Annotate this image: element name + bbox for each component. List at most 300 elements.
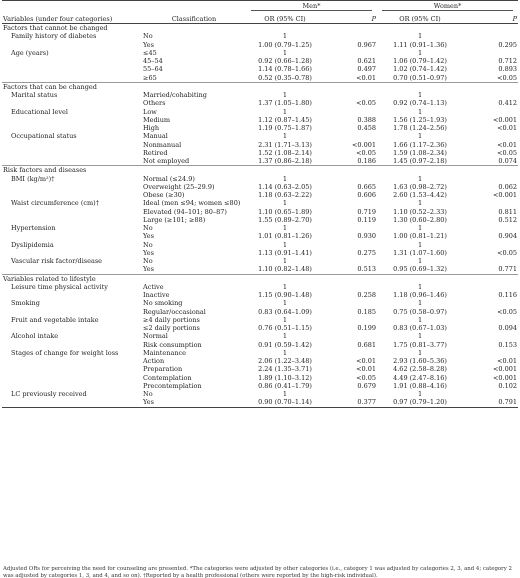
table-row: [2, 124, 518, 132]
table-row: [2, 132, 518, 140]
women-p-cell: [463, 32, 518, 40]
variable-cell: Alcohol intake: [11, 332, 59, 341]
men-or-cell: 1.89 (1.10–3.12): [258, 373, 312, 382]
variable-cell: [2, 149, 142, 157]
classification-cell: Yes: [143, 232, 154, 241]
men-p-cell: 0.186: [357, 157, 377, 165]
women-or-cell: 1.75 (0.81–3.77): [393, 340, 447, 349]
men-or-cell: 1.10 (0.65–1.89): [258, 207, 312, 216]
men-p-cell: [324, 283, 377, 291]
header-women-p: P: [463, 11, 518, 24]
classification-cell: ≤2 daily portions: [143, 324, 200, 332]
men-p-cell: [324, 108, 377, 116]
women-p-cell: 0.295: [498, 40, 518, 49]
variable-cell: Dyslipidemia: [11, 240, 54, 249]
classification-cell: Yes: [143, 265, 154, 274]
women-or-cell: 1: [417, 107, 423, 116]
variable-cell: [2, 398, 142, 407]
women-or-cell: 0.95 (0.69–1.32): [393, 265, 447, 274]
men-or-cell: 1.10 (0.82–1.48): [258, 265, 312, 274]
men-p-cell: [324, 49, 377, 57]
table-row: [2, 216, 518, 224]
women-or-cell: 1.06 (0.79–1.42): [393, 57, 447, 65]
women-p-cell: 0.712: [498, 57, 518, 65]
table-row: [2, 224, 518, 232]
classification-cell: Low: [143, 107, 157, 116]
men-p-cell: 0.199: [357, 324, 377, 332]
classification-cell: Precontemplation: [143, 381, 202, 390]
men-or-cell: 1.14 (0.63–2.05): [258, 182, 312, 191]
women-or-cell: 1.02 (0.74–1.42): [393, 65, 447, 74]
women-or-cell: 1: [417, 257, 423, 265]
men-p-cell: 0.665: [357, 182, 377, 191]
men-or-cell: 2.31 (1.71–3.13): [258, 140, 312, 149]
men-or-cell: 1.14 (0.78–1.66): [258, 65, 312, 74]
men-p-cell: <0.01: [356, 357, 377, 365]
women-or-cell: 1: [417, 348, 423, 357]
classification-cell: Action: [143, 357, 165, 365]
men-or-cell: 1.52 (1.08–2.14): [258, 148, 312, 157]
women-p-cell: 0.893: [498, 65, 518, 74]
variable-cell: [2, 374, 142, 382]
variable-cell: [2, 141, 142, 149]
women-p-cell: 0.904: [498, 232, 518, 241]
section-label: Factors that can be changed: [2, 82, 518, 91]
men-or-cell: 1.15 (0.90–1.48): [258, 291, 312, 299]
women-p-cell: <0.001: [492, 373, 518, 382]
women-p-cell: 0.094: [498, 324, 518, 332]
men-p-cell: [324, 241, 377, 249]
table-row: [2, 49, 518, 57]
men-p-cell: <0.01: [356, 365, 377, 374]
men-or-cell: 0.86 (0.41–1.79): [258, 381, 312, 390]
classification-cell: Inactive: [143, 291, 170, 299]
table-row: [2, 265, 518, 274]
men-p-cell: [324, 349, 377, 357]
women-p-cell: [463, 91, 518, 99]
table-row: [2, 365, 518, 373]
variable-cell: Leisure time physical activity: [11, 282, 108, 291]
variable-cell: [2, 208, 142, 216]
men-p-cell: <0.05: [356, 148, 377, 157]
table-row: [2, 357, 518, 365]
table-row: [2, 175, 518, 183]
men-p-cell: [324, 32, 377, 40]
table-row: [2, 191, 518, 199]
men-p-cell: [324, 257, 377, 265]
women-p-cell: <0.01: [497, 124, 518, 132]
variable-cell: [2, 74, 142, 83]
men-or-cell: 1.00 (0.79–1.25): [258, 40, 312, 49]
women-p-cell: <0.001: [492, 365, 518, 374]
odds-ratio-table: [2, 0, 518, 408]
classification-cell: Yes: [143, 40, 154, 49]
men-or-cell: 1: [282, 48, 288, 57]
table-row: [2, 241, 518, 249]
classification-cell: Others: [143, 99, 166, 108]
header-men-p: P: [324, 11, 377, 24]
classification-cell: Maintenance: [143, 348, 186, 357]
men-p-cell: 0.377: [324, 398, 377, 407]
table-row: [2, 57, 518, 65]
women-p-cell: [463, 199, 518, 207]
men-p-cell: [324, 199, 377, 207]
variable-cell: [2, 65, 142, 73]
variable-cell: [2, 365, 142, 373]
section-row: [2, 82, 518, 91]
women-p-cell: [463, 241, 518, 249]
women-or-cell: 0.97 (0.79–1.20): [377, 398, 463, 407]
table-row: [2, 32, 518, 40]
classification-cell: Risk consumption: [143, 340, 202, 349]
women-p-cell: [463, 349, 518, 357]
table-row: [2, 316, 518, 324]
variable-cell: [2, 341, 142, 349]
variable-cell: Marital status: [11, 91, 58, 99]
women-or-cell: 1.91 (0.88–4.16): [393, 381, 447, 390]
table-row: [2, 249, 518, 257]
table-row: [2, 308, 518, 316]
variable-cell: Family history of diabetes: [11, 32, 97, 41]
classification-cell: 45–54: [143, 57, 163, 65]
men-or-cell: 0.92 (0.66–1.28): [258, 57, 312, 65]
men-p-cell: [324, 332, 377, 340]
classification-cell: Normal (≤24.9): [143, 174, 195, 183]
classification-cell: Regular/occasional: [143, 307, 206, 316]
men-p-cell: 0.275: [357, 248, 377, 257]
men-or-cell: 1.19 (0.75–1.87): [258, 124, 312, 132]
men-or-cell: 1.18 (0.63–2.22): [258, 191, 312, 199]
table-footnote: Adjusted ORs for perceiving the need for counseling are presented. *The categories were adjusted by other categories (i.e., category 1 was adjusted by categories 2, 3, and 4; category 2 was adjusted by categories 1, 3, and 4, and so on). †Reported by a health professional (others were reported by the high-risk individual).: [3, 566, 512, 578]
section-label: Factors that cannot be changed: [2, 24, 518, 33]
women-or-cell: 1.11 (0.91–1.36): [393, 40, 447, 49]
men-or-cell: 1.01 (0.81–1.26): [258, 232, 312, 241]
table-row: [2, 157, 518, 166]
table-body: [2, 24, 518, 408]
table-row: [2, 324, 518, 332]
table-row: [2, 199, 518, 207]
table-row: [2, 291, 518, 299]
women-or-cell: 0.92 (0.74–1.13): [393, 99, 447, 108]
men-or-cell: 1: [282, 32, 288, 41]
variable-cell: [2, 191, 142, 199]
classification-cell: Yes: [142, 398, 246, 407]
section-label: Risk factors and diseases: [2, 166, 518, 175]
women-p-cell: [463, 132, 518, 140]
classification-cell: Obese (≥30): [143, 191, 185, 199]
women-p-cell: 0.771: [498, 265, 518, 274]
women-p-cell: <0.05: [497, 307, 518, 316]
table-row: [2, 341, 518, 349]
men-or-cell: 1: [282, 299, 288, 308]
women-or-cell: 1: [417, 199, 423, 208]
men-or-cell: 1: [282, 199, 288, 208]
classification-cell: Elevated (94–101; 80–87): [143, 207, 227, 216]
women-or-cell: 1: [417, 315, 423, 324]
classification-cell: Manual: [143, 132, 168, 141]
men-p-cell: 0.719: [357, 207, 377, 216]
variable-cell: Vascular risk factor/disease: [11, 257, 103, 265]
table-row: [2, 183, 518, 191]
classification-cell: Preparation: [143, 365, 183, 374]
women-or-cell: 1.30 (0.60–2.80): [393, 215, 447, 224]
women-p-cell: 0.074: [498, 157, 518, 165]
women-or-cell: 1.31 (1.07–1.60): [393, 248, 447, 257]
men-p-cell: [324, 91, 377, 99]
variable-cell: [2, 183, 142, 191]
table-row: [2, 332, 518, 340]
header-women-or: OR (95% CI): [377, 11, 463, 24]
header-spacer: [142, 1, 246, 12]
women-p-cell: [463, 49, 518, 57]
variable-cell: [2, 116, 142, 124]
women-p-cell: [463, 316, 518, 324]
women-p-cell: <0.001: [492, 115, 518, 124]
men-or-cell: 1: [282, 348, 288, 357]
classification-cell: Married/cohabiting: [143, 91, 207, 99]
men-p-cell: 0.513: [357, 265, 377, 274]
variable-cell: [2, 308, 142, 316]
variable-cell: Waist circumference (cm)†: [11, 199, 99, 208]
table-row: [2, 283, 518, 291]
men-p-cell: <0.05: [356, 99, 377, 108]
men-or-cell: 1: [282, 315, 288, 324]
table-row: [2, 382, 518, 390]
women-or-cell: 1: [417, 390, 423, 398]
women-p-cell: 0.791: [463, 398, 518, 407]
table-row: [2, 149, 518, 157]
women-or-cell: 1.18 (0.96–1.46): [393, 291, 447, 299]
women-or-cell: 0.70 (0.51–0.97): [393, 73, 447, 82]
header-men: Men*: [246, 1, 377, 12]
women-or-cell: 1.78 (1.24–2.56): [393, 124, 447, 132]
classification-cell: Contemplation: [143, 373, 192, 382]
women-or-cell: 1: [417, 132, 423, 141]
women-p-cell: 0.116: [498, 291, 518, 299]
men-or-cell: 0.52 (0.35–0.78): [258, 73, 312, 82]
section-label: Variables related to lifestyle: [2, 274, 518, 283]
women-or-cell: 2.60 (1.53–4.42): [393, 191, 447, 199]
women-or-cell: 1: [417, 299, 423, 308]
men-p-cell: 0.930: [357, 232, 377, 241]
men-or-cell: 1.37 (0.86–2.18): [258, 157, 312, 165]
variable-cell: [2, 265, 142, 274]
classification-cell: Overweight (25–29.9): [143, 182, 215, 191]
men-or-cell: 2.24 (1.35–3.71): [258, 365, 312, 374]
table-row: [2, 41, 518, 49]
variable-cell: [2, 216, 142, 224]
men-or-cell: 1.37 (1.05–1.80): [258, 99, 312, 108]
men-or-cell: 0.90 (0.70–1.14): [246, 398, 324, 407]
men-or-cell: 1: [282, 282, 288, 291]
men-p-cell: 0.967: [357, 40, 377, 49]
men-or-cell: 2.06 (1.22–3.48): [258, 357, 312, 365]
women-or-cell: 1.45 (0.97–2.18): [393, 157, 447, 165]
classification-cell: Retired: [143, 148, 168, 157]
section-row: [2, 24, 518, 33]
classification-cell: Active: [143, 282, 164, 291]
men-or-cell: 1.12 (0.87–1.45): [258, 115, 312, 124]
classification-cell: No: [143, 240, 153, 249]
men-p-cell: [324, 390, 377, 398]
classification-cell: No: [143, 32, 153, 41]
women-p-cell: 0.153: [498, 340, 518, 349]
women-or-cell: 1: [417, 224, 423, 232]
variable-cell: BMI (kg/m²)†: [11, 174, 55, 183]
men-p-cell: 0.621: [357, 57, 377, 65]
men-p-cell: 0.119: [357, 215, 377, 224]
men-or-cell: 0.91 (0.59–1.42): [258, 340, 312, 349]
table-row: [2, 116, 518, 124]
classification-cell: Ideal (men ≤94; women ≤80): [143, 199, 241, 208]
header-men-or: OR (95% CI): [246, 11, 324, 24]
classification-cell: 55–64: [143, 65, 163, 74]
women-p-cell: <0.05: [497, 148, 518, 157]
women-or-cell: 1: [417, 174, 423, 183]
classification-cell: ≥4 daily portions: [143, 315, 200, 324]
variable-cell: [2, 357, 142, 365]
header-women: Women*: [377, 1, 518, 12]
women-p-cell: 0.512: [498, 215, 518, 224]
men-p-cell: <0.05: [356, 373, 377, 382]
men-p-cell: [324, 316, 377, 324]
men-or-cell: 1: [282, 257, 288, 265]
header-classification: Classification: [142, 11, 246, 24]
women-p-cell: [463, 332, 518, 340]
men-p-cell: [324, 224, 377, 232]
women-p-cell: <0.01: [497, 140, 518, 149]
table-row: [2, 299, 518, 307]
men-p-cell: [324, 132, 377, 140]
men-p-cell: 0.681: [357, 340, 377, 349]
table-row: [2, 349, 518, 357]
table-row: [2, 91, 518, 99]
variable-cell: [2, 232, 142, 240]
classification-cell: Normal: [143, 332, 168, 341]
classification-cell: Medium: [143, 115, 171, 124]
women-p-cell: <0.001: [492, 191, 518, 199]
variable-cell: Smoking: [11, 299, 40, 308]
classification-cell: No smoking: [143, 299, 183, 308]
women-or-cell: 1.56 (1.25–1.93): [393, 115, 447, 124]
women-p-cell: 0.062: [498, 182, 518, 191]
men-p-cell: 0.388: [357, 115, 377, 124]
header-spacer: [2, 1, 142, 12]
variable-cell: Hypertension: [11, 224, 56, 232]
women-p-cell: 0.102: [498, 381, 518, 390]
table-row: [2, 232, 518, 240]
men-p-cell: 0.458: [357, 124, 377, 132]
variable-cell: Occupational status: [11, 132, 77, 141]
women-or-cell: 1.63 (0.98–2.72): [393, 182, 447, 191]
variable-cell: Fruit and vegetable intake: [11, 315, 99, 324]
women-p-cell: 0.811: [498, 207, 518, 216]
men-or-cell: 1: [282, 132, 288, 141]
table-row: [2, 141, 518, 149]
men-p-cell: 0.497: [357, 65, 377, 74]
variable-cell: [2, 249, 142, 257]
women-or-cell: 1.00 (0.81–1.21): [393, 232, 447, 241]
women-or-cell: 1: [417, 48, 423, 57]
table-row: [2, 374, 518, 382]
classification-cell: Nonmanual: [143, 140, 182, 149]
women-p-cell: <0.05: [497, 248, 518, 257]
variable-cell: Age (years): [11, 48, 49, 57]
men-or-cell: 0.76 (0.51–1.15): [258, 324, 312, 332]
women-or-cell: 4.62 (2.58–8.28): [393, 365, 447, 374]
women-or-cell: 4.49 (2.47–8.16): [393, 373, 447, 382]
classification-cell: Yes: [143, 248, 154, 257]
men-or-cell: 0.83 (0.64–1.09): [258, 307, 312, 316]
women-or-cell: 0.75 (0.58–0.97): [393, 307, 447, 316]
variable-cell: [2, 157, 142, 166]
table-row: [2, 74, 518, 83]
women-or-cell: 1: [417, 332, 423, 341]
table-row: [2, 398, 518, 407]
classification-cell: Large (≥101; ≥88): [143, 215, 206, 224]
men-p-cell: <0.01: [356, 73, 377, 82]
header-variables: Variables (under four categories): [2, 11, 142, 24]
women-or-cell: 1: [417, 282, 423, 291]
table-row: [2, 108, 518, 116]
classification-cell: No: [143, 257, 153, 265]
women-or-cell: 1.10 (0.52–2.33): [393, 207, 447, 216]
variable-cell: [2, 291, 142, 299]
classification-cell: No: [143, 390, 153, 398]
men-or-cell: 1: [282, 332, 288, 341]
variable-cell: [2, 382, 142, 390]
women-p-cell: <0.01: [497, 357, 518, 365]
variable-cell: [2, 99, 142, 107]
men-or-cell: 1: [282, 224, 288, 232]
header-column-row: [2, 11, 518, 24]
women-or-cell: 1.66 (1.17–2.36): [393, 140, 447, 149]
variable-cell: LC previously received: [11, 390, 87, 398]
table-row: [2, 99, 518, 107]
women-p-cell: [463, 257, 518, 265]
variable-cell: [2, 124, 142, 132]
men-p-cell: <0.001: [351, 140, 377, 149]
women-p-cell: [463, 224, 518, 232]
men-p-cell: 0.185: [357, 307, 377, 316]
women-p-cell: [463, 108, 518, 116]
men-or-cell: 1: [282, 174, 288, 183]
women-p-cell: <0.05: [497, 73, 518, 82]
men-or-cell: 1: [282, 390, 288, 398]
women-or-cell: 1: [417, 32, 423, 41]
classification-cell: No: [143, 224, 153, 232]
women-or-cell: 1: [417, 240, 423, 249]
table-row: [2, 390, 518, 398]
variable-cell: [2, 41, 142, 49]
men-or-cell: 1: [282, 91, 288, 99]
women-or-cell: 1: [417, 91, 423, 99]
classification-cell: High: [143, 124, 160, 132]
women-p-cell: [463, 283, 518, 291]
table-row: [2, 65, 518, 73]
men-or-cell: 1.55 (0.89–2.70): [258, 215, 312, 224]
men-p-cell: 0.258: [357, 291, 377, 299]
classification-cell: ≥65: [143, 73, 157, 82]
variable-cell: Stages of change for weight loss: [11, 348, 119, 357]
table-row: [2, 257, 518, 265]
men-or-cell: 1: [282, 240, 288, 249]
variable-cell: Educational level: [11, 107, 68, 116]
women-p-cell: [463, 299, 518, 307]
men-p-cell: 0.679: [357, 381, 377, 390]
women-p-cell: [463, 175, 518, 183]
men-or-cell: 1: [282, 107, 288, 116]
